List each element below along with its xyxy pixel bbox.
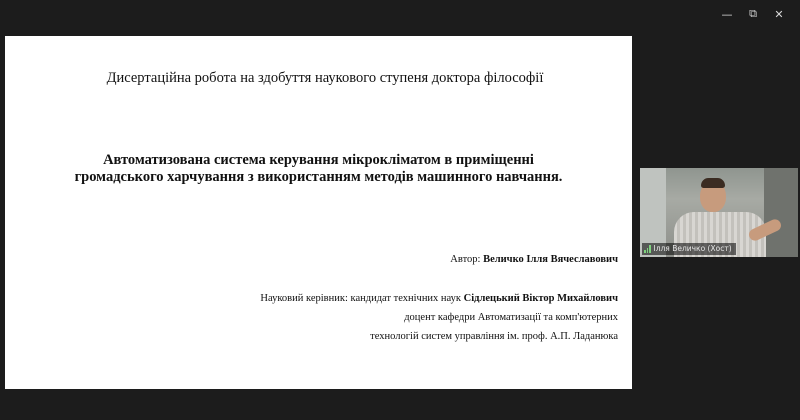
video-background-right [764, 168, 798, 257]
shared-slide [5, 36, 632, 389]
signal-bars-icon [644, 245, 651, 253]
supervisor-name: Сідлецький Віктор Михайлович [463, 293, 618, 304]
supervisor-line-1 [260, 289, 618, 308]
slide-title: Автоматизована система керування мікрокліматом в приміщенні громадського харчування з використанням методів машинного навчання. [74, 152, 563, 185]
participant-video-tile[interactable] [640, 168, 798, 257]
slide-supervisor [260, 289, 618, 346]
slide-degree-text: Дисертаційна робота на здобуття наукового ступеня доктора філософії [106, 70, 544, 86]
minimize-button[interactable]: — [721, 7, 733, 21]
restore-button[interactable]: ⧉ [749, 7, 757, 20]
participant-name-label [642, 243, 736, 255]
participant-hair [701, 178, 725, 188]
supervisor-line-3: технологій систем управління ім. проф. А.П. Ладанюка [370, 331, 618, 342]
supervisor-line-2: доцент кафедри Автоматизації та комп'ютерних [404, 312, 618, 323]
author-label: Автор: [450, 254, 484, 265]
window-controls [714, 6, 792, 22]
supervisor-label: Науковий керівник: кандидат технічних наук [260, 293, 464, 304]
slide-author [450, 254, 618, 265]
author-name: Величко Ілля Вячеславович [483, 254, 618, 265]
participant-name: Ілля Величко (Хост) [653, 244, 732, 253]
close-button[interactable]: ✕ [774, 7, 784, 21]
